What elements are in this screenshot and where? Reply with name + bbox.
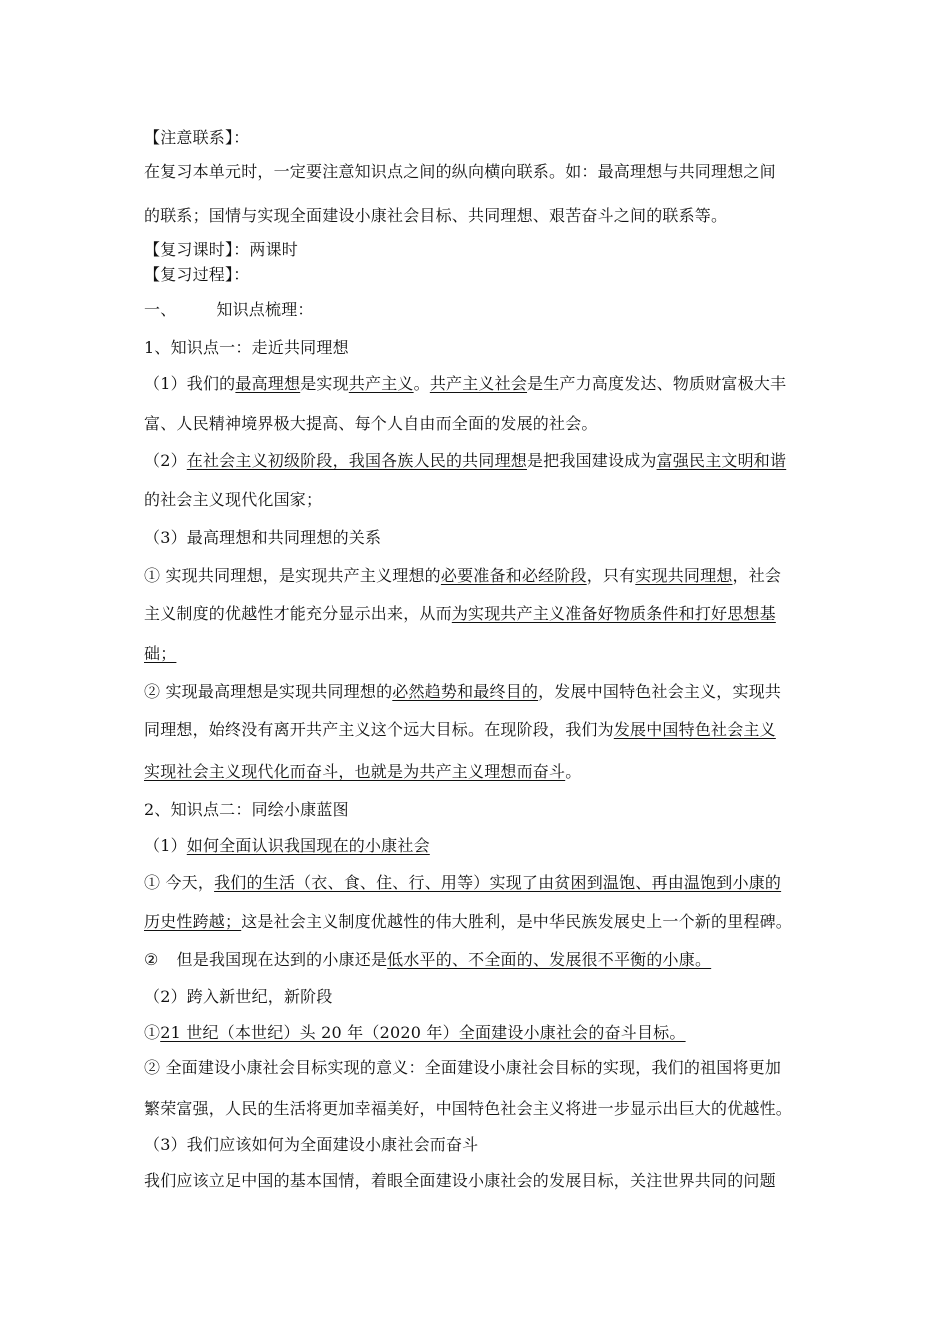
- underlined-text: 必然趋势和最终目的: [392, 682, 539, 701]
- section-1-heading: [144, 300, 314, 320]
- text: （1）我们的: [144, 374, 236, 393]
- hours-label: 【复习课时】：: [144, 240, 250, 259]
- text: 是实现: [300, 374, 349, 393]
- section-1-number: 一、: [144, 300, 177, 319]
- hours-value: 两课时: [249, 240, 299, 259]
- notice-line-1: 在复习本单元时，一定要注意知识点之间的纵向横向联系。如：最高理想与共同理想之间: [144, 162, 776, 181]
- text: 同理想，始终没有离开共产主义这个远大目标。在现阶段，我们为: [144, 720, 614, 739]
- underlined-text: 低水平的、不全面的、发展很不平衡的小康。: [387, 950, 712, 969]
- section-1-title: 知识点梳理：: [216, 300, 314, 319]
- p3a-line-2: [144, 604, 776, 624]
- notice-line-2: 的联系；国情与实现全面建设小康社会目标、共同理想、艰苦奋斗之间的联系等。: [144, 206, 728, 225]
- text: ，发展中国特色社会主义，实现共: [538, 682, 782, 701]
- q2a-line: [144, 1023, 686, 1043]
- underlined-text: 发展中国特色社会主义: [613, 720, 776, 739]
- text: （2）: [144, 451, 187, 470]
- p1-line-2: 富、人民精神境界极大提高、每个人自由而全面的发展的社会。: [144, 414, 598, 433]
- text: ，只有: [586, 566, 636, 585]
- underlined-text: 实现共同理想: [635, 566, 733, 585]
- review-hours: [144, 240, 298, 260]
- underlined-text: 富强民主文明和谐: [656, 451, 787, 470]
- underlined-text: 最高理想: [235, 374, 301, 393]
- q1a-line-2: [144, 912, 792, 932]
- underlined-text: 础；: [144, 644, 177, 663]
- text: 但是我国现在达到的小康还是: [176, 950, 388, 969]
- text: ① 实现共同理想，是实现共产主义理想的: [144, 566, 441, 585]
- p3a-line-1: [144, 566, 781, 586]
- p3b-line-1: [144, 682, 781, 702]
- text: 。: [565, 762, 582, 781]
- q2-heading: （2）跨入新世纪，新阶段: [144, 987, 333, 1006]
- text: 。: [413, 374, 430, 393]
- text: ，社会: [732, 566, 782, 585]
- heading-notice: 【注意联系】：: [144, 128, 250, 147]
- text: ② 实现最高理想是实现共同理想的: [144, 682, 393, 701]
- p3a-line-3: [144, 644, 176, 664]
- q2b-line-1: ② 全面建设小康社会目标实现的意义：全面建设小康社会目标的实现，我们的祖国将更加: [144, 1058, 782, 1077]
- q1b-line: [144, 950, 711, 970]
- underlined-text: 历史性跨越；: [144, 912, 242, 931]
- heading-process: 【复习过程】：: [144, 265, 250, 284]
- q2b-line-2: 繁荣富强，人民的生活将更加幸福美好，中国特色社会主义将进一步显示出巨大的优越性。: [144, 1099, 793, 1118]
- underlined-text: 共产主义社会: [429, 374, 528, 393]
- text: ①: [144, 1023, 161, 1042]
- knowledge-point-1: 1、知识点一：走近共同理想: [144, 338, 349, 357]
- text: 主义制度的优越性才能充分显示出来，从而: [144, 604, 452, 623]
- underlined-text: 在社会主义初级阶段，我国各族人民的共同理想: [186, 451, 527, 470]
- text: ②: [144, 950, 159, 969]
- underlined-text: 共产主义: [348, 374, 414, 393]
- p1-line-1: [144, 374, 786, 394]
- q3-heading: （3）我们应该如何为全面建设小康社会而奋斗: [144, 1135, 479, 1154]
- text: 是生产力高度发达、物质财富极大丰: [527, 374, 787, 393]
- q1-heading: [144, 836, 430, 856]
- underlined-text: 实现社会主义现代化而奋斗，也就是为共产主义理想而奋斗: [144, 762, 566, 781]
- underlined-text: 21 世纪（本世纪）头 20 年（2020 年）全面建设小康社会的奋斗目标。: [160, 1023, 686, 1042]
- p3-heading: （3）最高理想和共同理想的关系: [144, 528, 382, 547]
- text: ① 今天，: [144, 873, 215, 892]
- p3b-line-3: [144, 762, 581, 782]
- underlined-text: 如何全面认识我国现在的小康社会: [186, 836, 430, 855]
- knowledge-point-2: 2、知识点二：同绘小康蓝图: [144, 800, 349, 819]
- underlined-text: 为实现共产主义准备好物质条件和打好思想基: [451, 604, 776, 623]
- text: （1）: [144, 836, 187, 855]
- text: 这是社会主义制度优越性的伟大胜利，是中华民族发展史上一个新的里程碑。: [241, 912, 793, 931]
- q3a-line-1: 我们应该立足中国的基本国情，着眼全面建设小康社会的发展目标，关注世界共同的问题: [144, 1171, 776, 1190]
- text: 是把我国建设成为: [526, 451, 657, 470]
- q1a-line-1: [144, 873, 781, 893]
- underlined-text: 必要准备和必经阶段: [440, 566, 587, 585]
- underlined-text: 我们的生活（衣、食、住、行、用等）实现了由贫困到温饱、再由温饱到小康的: [214, 873, 782, 892]
- p2-line-1: [144, 451, 786, 471]
- p3b-line-2: [144, 720, 776, 740]
- p2-line-2: 的社会主义现代化国家；: [144, 490, 323, 509]
